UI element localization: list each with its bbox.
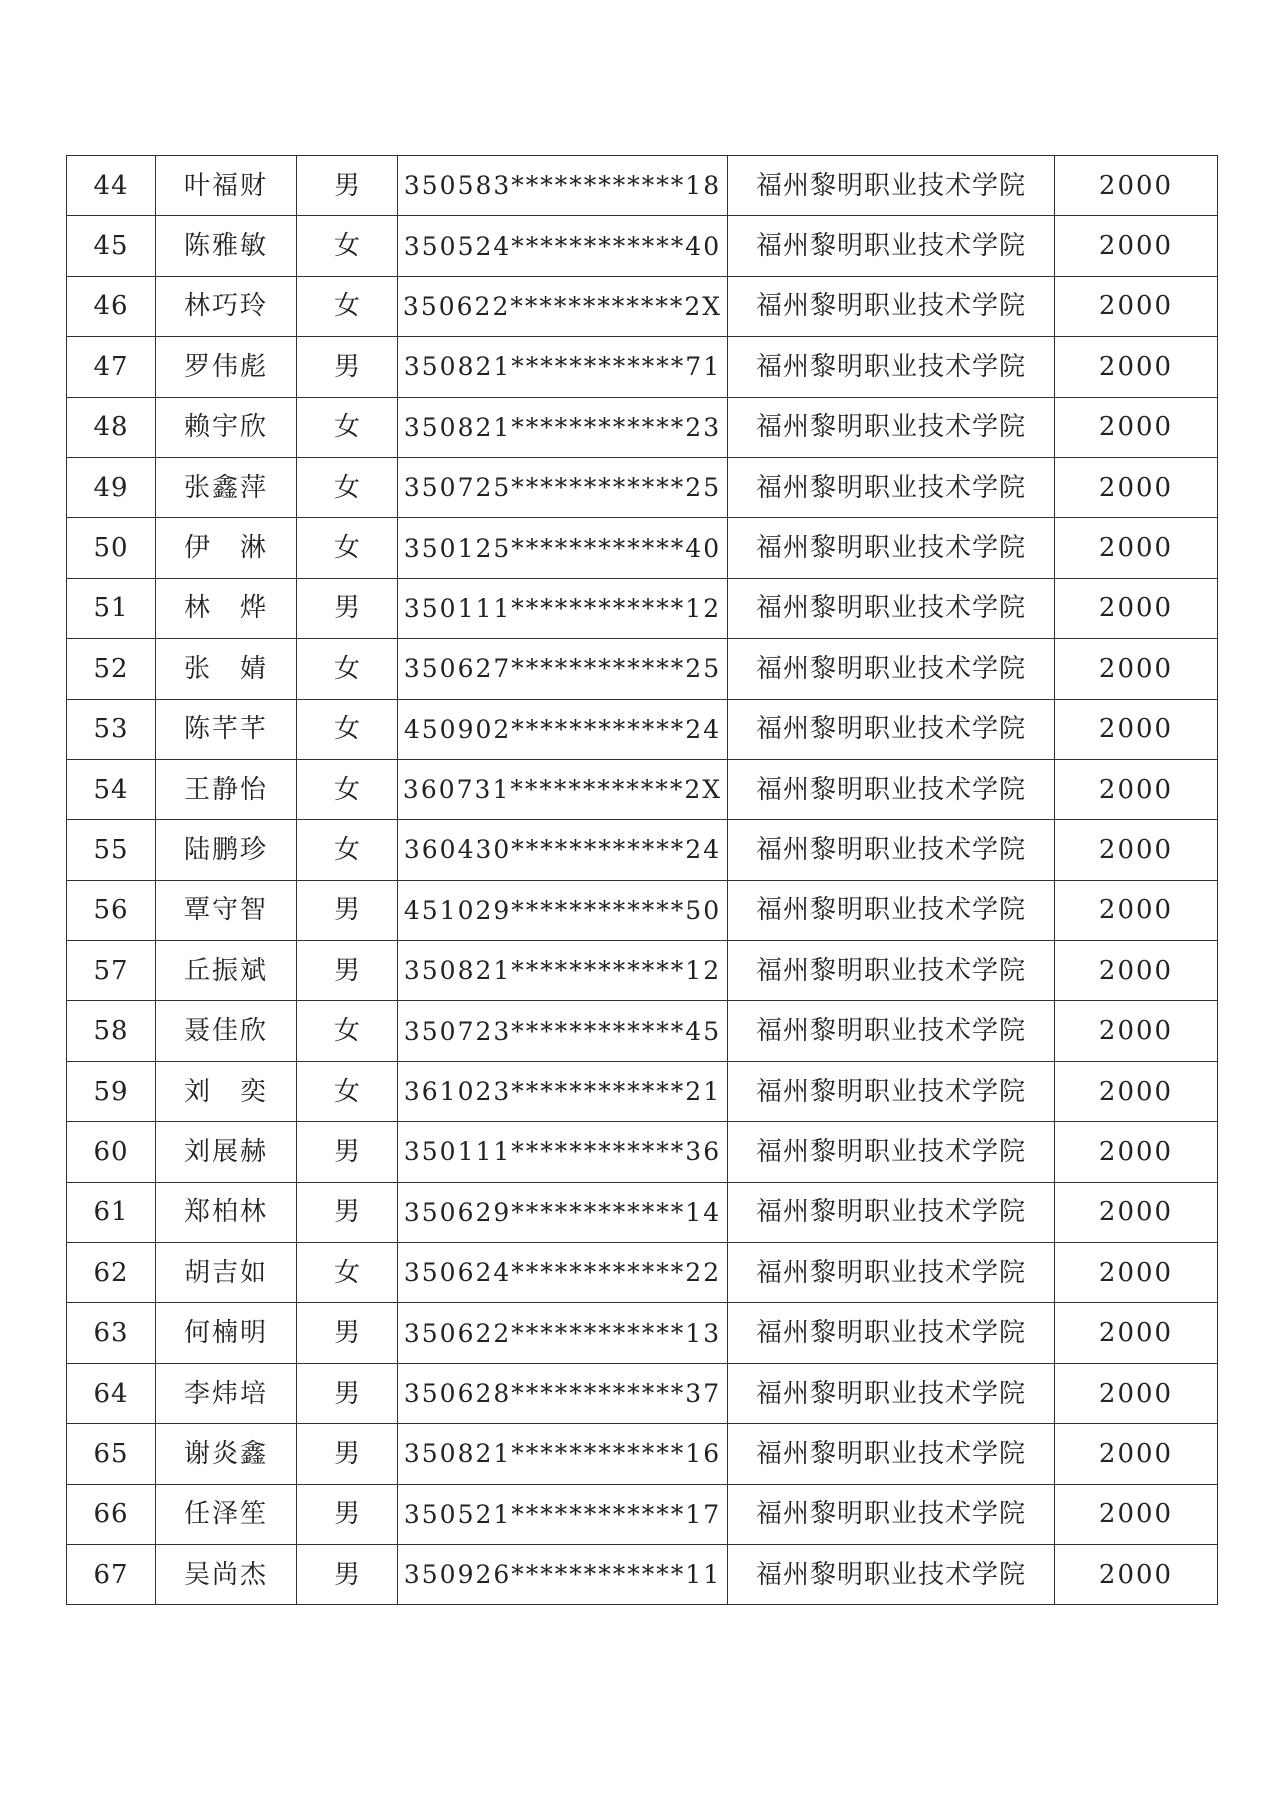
id-number: 451029************50 <box>398 880 728 940</box>
school-name: 福州黎明职业技术学院 <box>728 1182 1055 1242</box>
grant-amount: 2000 <box>1055 941 1218 1001</box>
row-number: 55 <box>67 820 156 880</box>
school-name: 福州黎明职业技术学院 <box>728 337 1055 397</box>
grant-amount: 2000 <box>1055 1182 1218 1242</box>
school-name: 福州黎明职业技术学院 <box>728 276 1055 336</box>
student-gender: 男 <box>297 1122 398 1182</box>
student-name: 丘振斌 <box>156 941 297 1001</box>
student-name: 赖宇欣 <box>156 397 297 457</box>
grant-amount: 2000 <box>1055 337 1218 397</box>
row-number: 63 <box>67 1303 156 1363</box>
student-name: 张鑫萍 <box>156 457 297 517</box>
row-number: 46 <box>67 276 156 336</box>
student-name: 吴尚杰 <box>156 1544 297 1604</box>
student-name: 张 婧 <box>156 639 297 699</box>
student-gender: 男 <box>297 941 398 1001</box>
table-row <box>67 639 1218 699</box>
grant-amount: 2000 <box>1055 1122 1218 1182</box>
student-name: 罗伟彪 <box>156 337 297 397</box>
table-row <box>67 156 1218 216</box>
student-gender: 男 <box>297 1424 398 1484</box>
student-gender: 男 <box>297 578 398 638</box>
student-name: 聂佳欣 <box>156 1001 297 1061</box>
id-number: 350821************71 <box>398 337 728 397</box>
id-number: 350628************37 <box>398 1363 728 1423</box>
school-name: 福州黎明职业技术学院 <box>728 578 1055 638</box>
student-gender: 男 <box>297 1544 398 1604</box>
student-gender: 女 <box>297 1001 398 1061</box>
student-name: 刘展赫 <box>156 1122 297 1182</box>
student-gender: 女 <box>297 1061 398 1121</box>
grant-amount: 2000 <box>1055 1001 1218 1061</box>
row-number: 47 <box>67 337 156 397</box>
grant-amount: 2000 <box>1055 578 1218 638</box>
student-name: 陈雅敏 <box>156 216 297 276</box>
grant-amount: 2000 <box>1055 1061 1218 1121</box>
id-number: 360731************2X <box>398 759 728 819</box>
student-name: 覃守智 <box>156 880 297 940</box>
table-row <box>67 518 1218 578</box>
id-number: 350111************12 <box>398 578 728 638</box>
school-name: 福州黎明职业技术学院 <box>728 1061 1055 1121</box>
grant-amount: 2000 <box>1055 820 1218 880</box>
student-name: 任泽笙 <box>156 1484 297 1544</box>
student-gender: 女 <box>297 397 398 457</box>
table-row <box>67 1182 1218 1242</box>
student-name: 伊 淋 <box>156 518 297 578</box>
school-name: 福州黎明职业技术学院 <box>728 1544 1055 1604</box>
id-number: 350622************2X <box>398 276 728 336</box>
table-row <box>67 1303 1218 1363</box>
student-name: 郑柏林 <box>156 1182 297 1242</box>
grant-amount: 2000 <box>1055 1243 1218 1303</box>
id-number: 350624************22 <box>398 1243 728 1303</box>
table-row <box>67 1363 1218 1423</box>
table-row <box>67 941 1218 1001</box>
id-number: 350821************16 <box>398 1424 728 1484</box>
school-name: 福州黎明职业技术学院 <box>728 880 1055 940</box>
table-row <box>67 1484 1218 1544</box>
grant-amount: 2000 <box>1055 156 1218 216</box>
student-gender: 男 <box>297 1303 398 1363</box>
id-number: 350583************18 <box>398 156 728 216</box>
id-number: 350627************25 <box>398 639 728 699</box>
school-name: 福州黎明职业技术学院 <box>728 156 1055 216</box>
row-number: 56 <box>67 880 156 940</box>
table-row <box>67 1001 1218 1061</box>
row-number: 67 <box>67 1544 156 1604</box>
row-number: 53 <box>67 699 156 759</box>
school-name: 福州黎明职业技术学院 <box>728 1363 1055 1423</box>
student-name: 林巧玲 <box>156 276 297 336</box>
school-name: 福州黎明职业技术学院 <box>728 1243 1055 1303</box>
student-gender: 女 <box>297 759 398 819</box>
grant-amount: 2000 <box>1055 880 1218 940</box>
row-number: 49 <box>67 457 156 517</box>
id-number: 350723************45 <box>398 1001 728 1061</box>
table-row <box>67 1544 1218 1604</box>
id-number: 360430************24 <box>398 820 728 880</box>
id-number: 350629************14 <box>398 1182 728 1242</box>
student-gender: 女 <box>297 276 398 336</box>
table-row <box>67 1243 1218 1303</box>
grant-amount: 2000 <box>1055 699 1218 759</box>
grant-amount: 2000 <box>1055 1544 1218 1604</box>
row-number: 52 <box>67 639 156 699</box>
row-number: 65 <box>67 1424 156 1484</box>
school-name: 福州黎明职业技术学院 <box>728 759 1055 819</box>
table-row <box>67 759 1218 819</box>
school-name: 福州黎明职业技术学院 <box>728 457 1055 517</box>
row-number: 59 <box>67 1061 156 1121</box>
table-row <box>67 1061 1218 1121</box>
row-number: 44 <box>67 156 156 216</box>
table-body <box>67 156 1218 1605</box>
student-name: 林 烨 <box>156 578 297 638</box>
row-number: 57 <box>67 941 156 1001</box>
student-name: 陈芊芊 <box>156 699 297 759</box>
row-number: 64 <box>67 1363 156 1423</box>
row-number: 60 <box>67 1122 156 1182</box>
school-name: 福州黎明职业技术学院 <box>728 1424 1055 1484</box>
school-name: 福州黎明职业技术学院 <box>728 397 1055 457</box>
id-number: 350521************17 <box>398 1484 728 1544</box>
grant-amount: 2000 <box>1055 1424 1218 1484</box>
table-row <box>67 699 1218 759</box>
student-name: 刘 奕 <box>156 1061 297 1121</box>
student-gender: 男 <box>297 1182 398 1242</box>
table-row <box>67 397 1218 457</box>
table-row <box>67 820 1218 880</box>
row-number: 66 <box>67 1484 156 1544</box>
row-number: 51 <box>67 578 156 638</box>
student-name: 王静怡 <box>156 759 297 819</box>
school-name: 福州黎明职业技术学院 <box>728 518 1055 578</box>
student-name: 何楠明 <box>156 1303 297 1363</box>
table-row <box>67 276 1218 336</box>
grant-amount: 2000 <box>1055 397 1218 457</box>
table-row <box>67 216 1218 276</box>
grant-amount: 2000 <box>1055 639 1218 699</box>
row-number: 58 <box>67 1001 156 1061</box>
row-number: 50 <box>67 518 156 578</box>
student-name: 陆鹏珍 <box>156 820 297 880</box>
table-row <box>67 1424 1218 1484</box>
grant-amount: 2000 <box>1055 276 1218 336</box>
school-name: 福州黎明职业技术学院 <box>728 639 1055 699</box>
id-number: 350622************13 <box>398 1303 728 1363</box>
school-name: 福州黎明职业技术学院 <box>728 820 1055 880</box>
student-name: 李炜培 <box>156 1363 297 1423</box>
school-name: 福州黎明职业技术学院 <box>728 699 1055 759</box>
student-name: 叶福财 <box>156 156 297 216</box>
id-number: 350821************23 <box>398 397 728 457</box>
student-gender: 女 <box>297 820 398 880</box>
grant-amount: 2000 <box>1055 457 1218 517</box>
table-row <box>67 578 1218 638</box>
student-gender: 女 <box>297 216 398 276</box>
grant-amount: 2000 <box>1055 1484 1218 1544</box>
grant-amount: 2000 <box>1055 216 1218 276</box>
grant-amount: 2000 <box>1055 1363 1218 1423</box>
grant-amount: 2000 <box>1055 518 1218 578</box>
table-row <box>67 880 1218 940</box>
table-row <box>67 337 1218 397</box>
table-row <box>67 1122 1218 1182</box>
student-gender: 女 <box>297 457 398 517</box>
student-gender: 女 <box>297 1243 398 1303</box>
school-name: 福州黎明职业技术学院 <box>728 1001 1055 1061</box>
id-number: 350125************40 <box>398 518 728 578</box>
student-gender: 男 <box>297 880 398 940</box>
grant-amount: 2000 <box>1055 1303 1218 1363</box>
row-number: 61 <box>67 1182 156 1242</box>
school-name: 福州黎明职业技术学院 <box>728 216 1055 276</box>
school-name: 福州黎明职业技术学院 <box>728 941 1055 1001</box>
student-gender: 男 <box>297 1363 398 1423</box>
id-number: 450902************24 <box>398 699 728 759</box>
student-list-table <box>66 155 1218 1605</box>
student-gender: 女 <box>297 639 398 699</box>
id-number: 350926************11 <box>398 1544 728 1604</box>
school-name: 福州黎明职业技术学院 <box>728 1122 1055 1182</box>
student-name: 胡吉如 <box>156 1243 297 1303</box>
student-gender: 男 <box>297 156 398 216</box>
id-number: 350821************12 <box>398 941 728 1001</box>
row-number: 62 <box>67 1243 156 1303</box>
student-gender: 男 <box>297 337 398 397</box>
student-name: 谢炎鑫 <box>156 1424 297 1484</box>
school-name: 福州黎明职业技术学院 <box>728 1303 1055 1363</box>
student-gender: 男 <box>297 1484 398 1544</box>
student-gender: 女 <box>297 518 398 578</box>
row-number: 48 <box>67 397 156 457</box>
id-number: 350725************25 <box>398 457 728 517</box>
student-gender: 女 <box>297 699 398 759</box>
row-number: 54 <box>67 759 156 819</box>
school-name: 福州黎明职业技术学院 <box>728 1484 1055 1544</box>
id-number: 350111************36 <box>398 1122 728 1182</box>
id-number: 350524************40 <box>398 216 728 276</box>
id-number: 361023************21 <box>398 1061 728 1121</box>
table-row <box>67 457 1218 517</box>
grant-amount: 2000 <box>1055 759 1218 819</box>
row-number: 45 <box>67 216 156 276</box>
